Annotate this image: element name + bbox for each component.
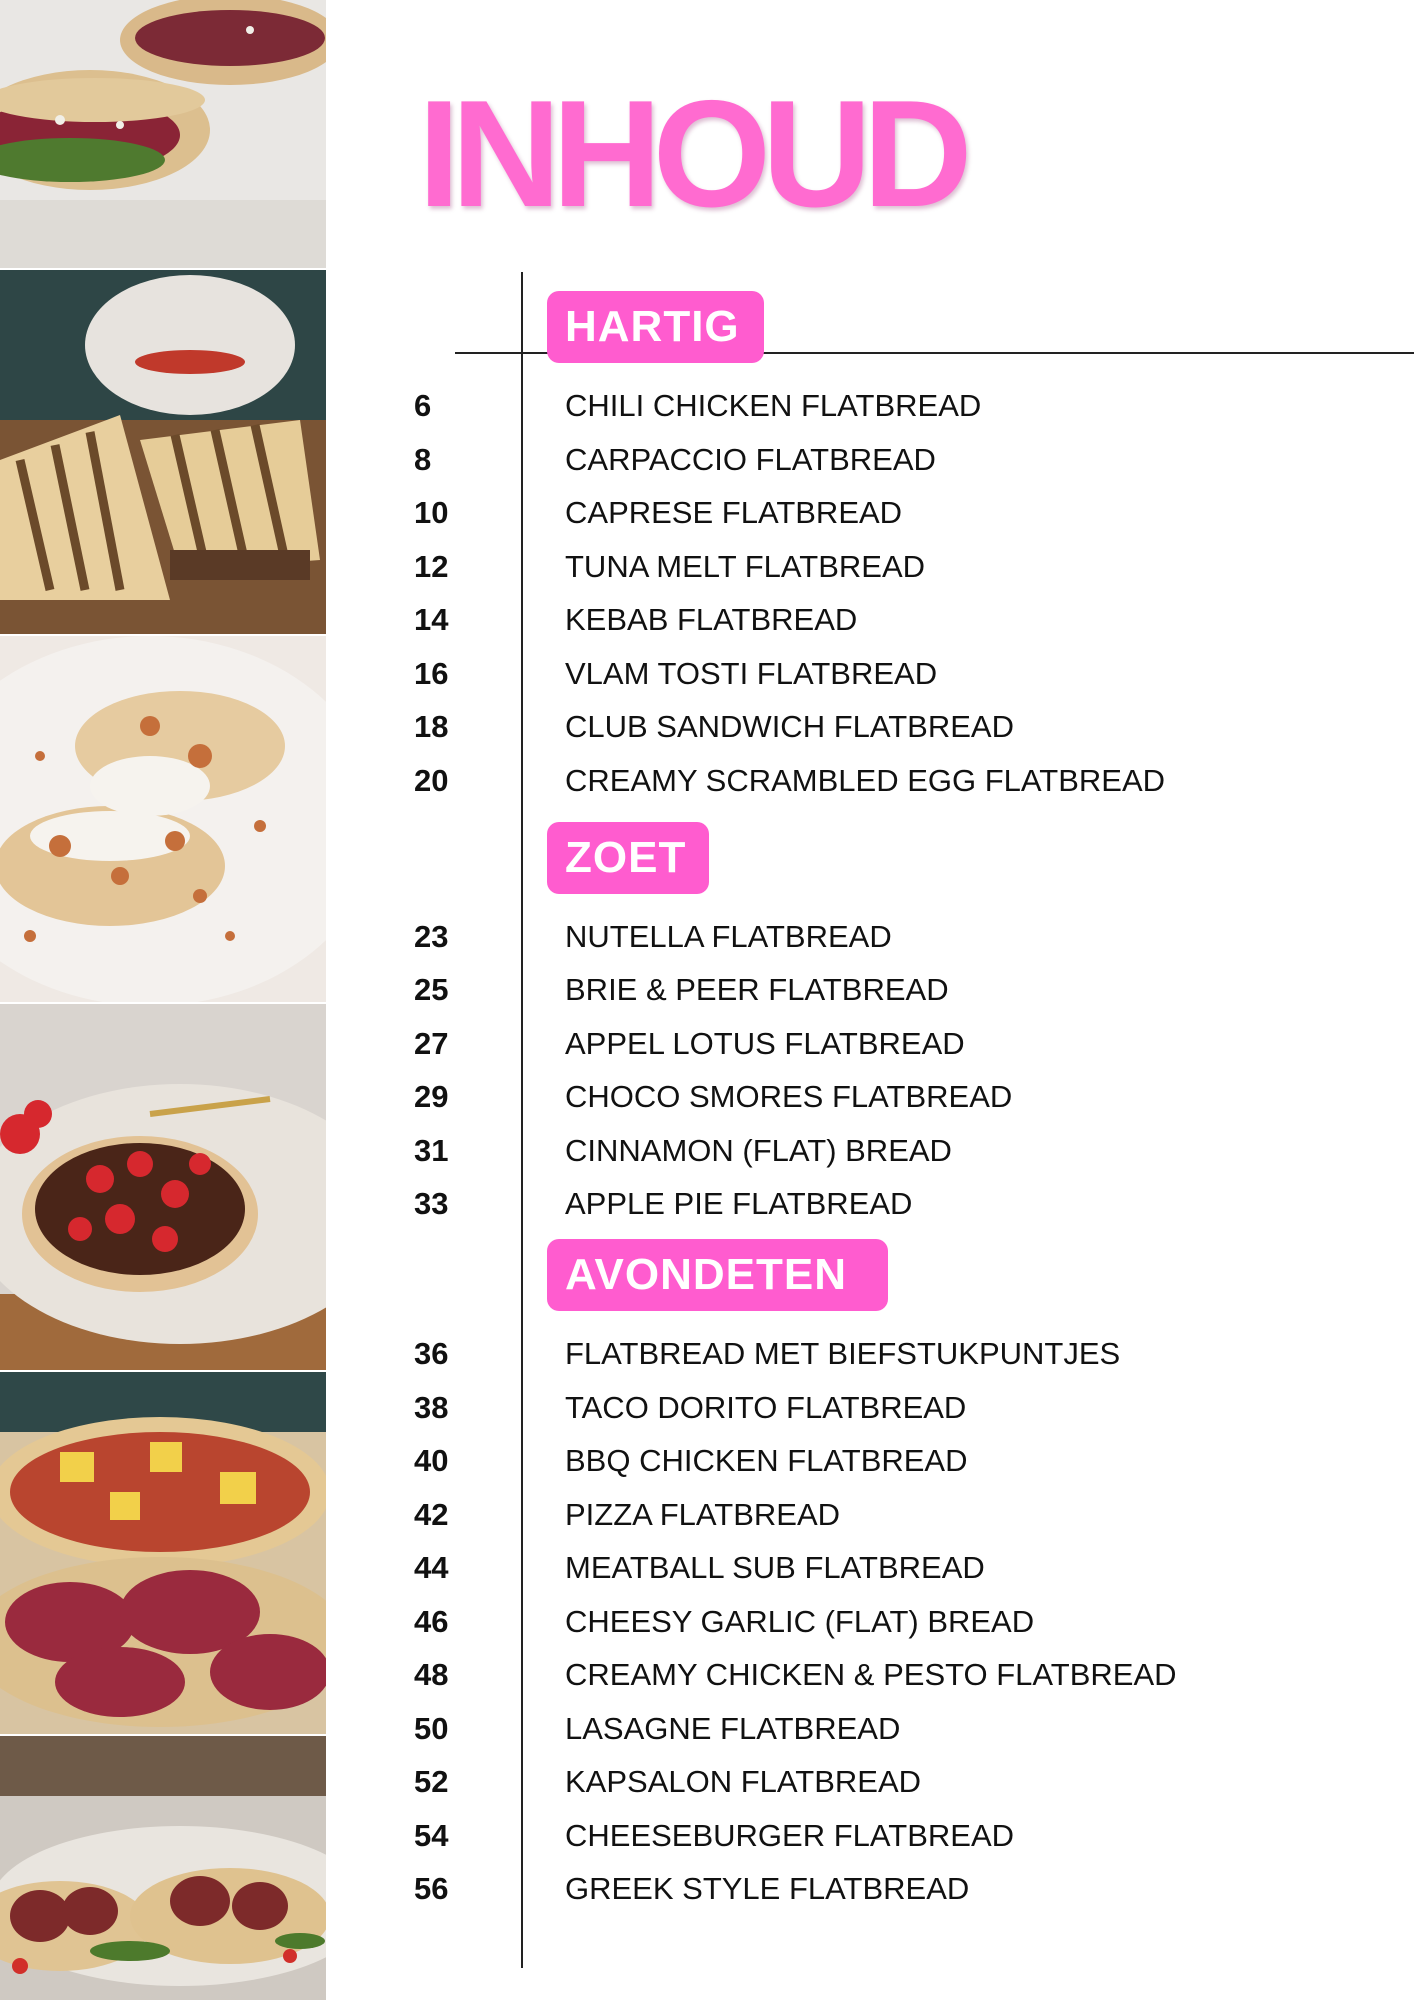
toc-entry[interactable] — [0, 963, 1414, 1016]
page-number: 38 — [414, 1390, 449, 1425]
recipe-title: CREAMY CHICKEN & PESTO FLATBREAD — [565, 1657, 1177, 1692]
recipe-title: KEBAB FLATBREAD — [565, 602, 858, 637]
toc-entry[interactable] — [0, 1327, 1414, 1380]
recipe-title: CHOCO SMORES FLATBREAD — [565, 1079, 1013, 1114]
recipe-title: CAPRESE FLATBREAD — [565, 495, 903, 530]
recipe-title: KAPSALON FLATBREAD — [565, 1764, 922, 1799]
toc-entry[interactable] — [0, 910, 1414, 963]
recipe-title: APPEL LOTUS FLATBREAD — [565, 1026, 965, 1061]
page-number: 27 — [414, 1026, 449, 1061]
toc-entry[interactable] — [0, 1124, 1414, 1177]
page-number: 56 — [414, 1871, 449, 1906]
recipe-title: NUTELLA FLATBREAD — [565, 919, 892, 954]
recipe-title: CREAMY SCRAMBLED EGG FLATBREAD — [565, 763, 1166, 798]
recipe-title: BBQ CHICKEN FLATBREAD — [565, 1443, 968, 1478]
page-number: 23 — [414, 919, 449, 954]
section-label-avondeten: AVONDETEN — [547, 1239, 888, 1311]
page-number: 42 — [414, 1497, 449, 1532]
page-number: 52 — [414, 1764, 449, 1799]
page-number: 18 — [414, 709, 449, 744]
page-number: 40 — [414, 1443, 449, 1478]
toc-entry[interactable] — [0, 1702, 1414, 1755]
toc-entry[interactable] — [0, 1381, 1414, 1434]
recipe-title: APPLE PIE FLATBREAD — [565, 1186, 913, 1221]
page-number: 46 — [414, 1604, 449, 1639]
recipe-title: CLUB SANDWICH FLATBREAD — [565, 709, 1014, 744]
page-number: 33 — [414, 1186, 449, 1221]
toc-entry[interactable] — [0, 1755, 1414, 1808]
recipe-title: TUNA MELT FLATBREAD — [565, 549, 926, 584]
page-number: 29 — [414, 1079, 449, 1114]
page-number: 12 — [414, 549, 449, 584]
recipe-title: LASAGNE FLATBREAD — [565, 1711, 901, 1746]
recipe-title: CHEESY GARLIC (FLAT) BREAD — [565, 1604, 1035, 1639]
page-number: 44 — [414, 1550, 449, 1585]
carpaccio-flatbread-photo — [0, 0, 326, 268]
toc-entry[interactable] — [0, 1434, 1414, 1487]
recipe-title: TACO DORITO FLATBREAD — [565, 1390, 967, 1425]
toc-entry[interactable] — [0, 700, 1414, 753]
page-number: 16 — [414, 656, 449, 691]
toc-entry[interactable] — [0, 1177, 1414, 1230]
page-number: 20 — [414, 763, 449, 798]
recipe-title: CHILI CHICKEN FLATBREAD — [565, 388, 982, 423]
toc-entry[interactable] — [0, 1648, 1414, 1701]
toc-entry[interactable] — [0, 433, 1414, 486]
page-number: 8 — [414, 442, 432, 477]
toc-entry[interactable] — [0, 1017, 1414, 1070]
page-number: 54 — [414, 1818, 449, 1853]
toc-entry[interactable] — [0, 647, 1414, 700]
toc-entry[interactable] — [0, 593, 1414, 646]
toc-entry[interactable] — [0, 1595, 1414, 1648]
toc-entry[interactable] — [0, 754, 1414, 807]
recipe-title: VLAM TOSTI FLATBREAD — [565, 656, 938, 691]
toc-entry[interactable] — [0, 379, 1414, 432]
page-number: 50 — [414, 1711, 449, 1746]
recipe-title: MEATBALL SUB FLATBREAD — [565, 1550, 985, 1585]
page-title: INHOUD — [418, 69, 964, 239]
recipe-title: FLATBREAD MET BIEFSTUKPUNTJES — [565, 1336, 1121, 1371]
toc-entry[interactable] — [0, 540, 1414, 593]
page-number: 25 — [414, 972, 449, 1007]
toc-entry[interactable] — [0, 1541, 1414, 1594]
toc-entry[interactable] — [0, 1809, 1414, 1862]
page-number: 36 — [414, 1336, 449, 1371]
page-number: 14 — [414, 602, 449, 637]
recipe-title: CHEESEBURGER FLATBREAD — [565, 1818, 1015, 1853]
toc-entry[interactable] — [0, 1070, 1414, 1123]
section-label-zoet: ZOET — [547, 822, 709, 894]
recipe-title: GREEK STYLE FLATBREAD — [565, 1871, 970, 1906]
recipe-title: CINNAMON (FLAT) BREAD — [565, 1133, 952, 1168]
toc-entry[interactable] — [0, 1488, 1414, 1541]
page-number: 10 — [414, 495, 449, 530]
recipe-title: PIZZA FLATBREAD — [565, 1497, 841, 1532]
recipe-title: CARPACCIO FLATBREAD — [565, 442, 936, 477]
recipe-title: BRIE & PEER FLATBREAD — [565, 972, 949, 1007]
page-number: 6 — [414, 388, 432, 423]
toc-entry[interactable] — [0, 486, 1414, 539]
page-number: 31 — [414, 1133, 449, 1168]
toc-entry[interactable] — [0, 1862, 1414, 1915]
section-label-hartig: HARTIG — [547, 291, 764, 363]
page-number: 48 — [414, 1657, 449, 1692]
